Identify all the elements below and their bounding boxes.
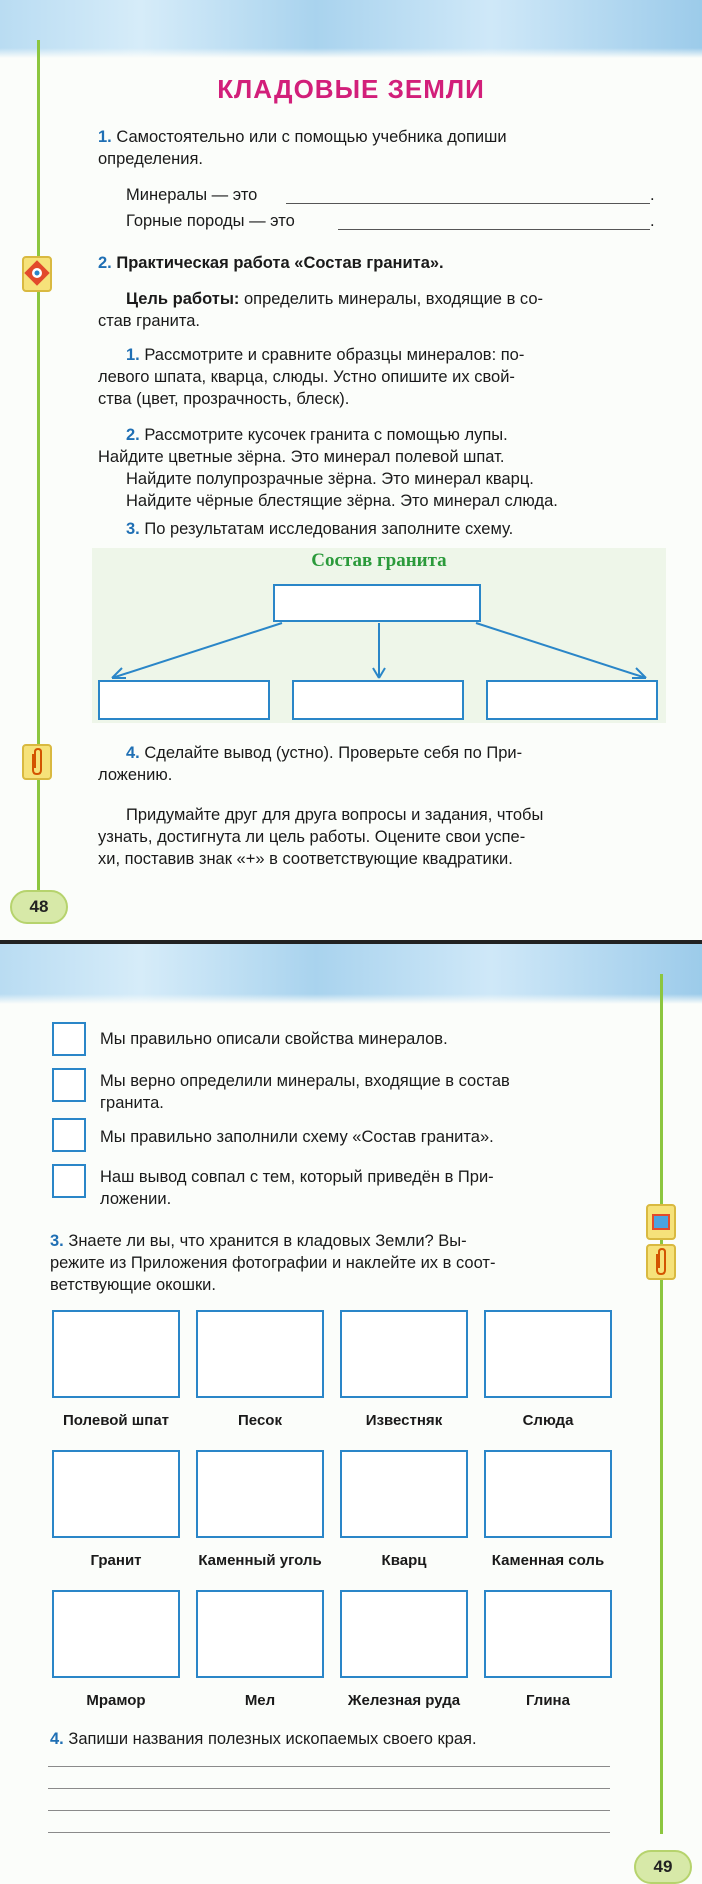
top-banner bbox=[0, 0, 702, 58]
photo-slot-sand[interactable] bbox=[196, 1310, 324, 1398]
definition-minerals-answer-line[interactable] bbox=[286, 203, 650, 204]
schema-title: Состав гранита bbox=[311, 550, 447, 571]
self-check-text-4a: Наш вывод совпал с тем, который приведён в При- bbox=[100, 1168, 494, 1186]
step4-number: 4. bbox=[126, 744, 140, 762]
definition-minerals-dot: . bbox=[650, 186, 655, 204]
step3-text: По результатам исследования заполните схему. bbox=[139, 520, 514, 538]
label-mica: Слюда bbox=[522, 1412, 574, 1429]
schema-arrows bbox=[92, 620, 666, 682]
task1-line1: Самостоятельно или с помощью учебника допиши bbox=[116, 128, 507, 146]
photo-slot-feldspar[interactable] bbox=[52, 1310, 180, 1398]
photo-slot-mica[interactable] bbox=[484, 1310, 612, 1398]
step3-number: 3. bbox=[126, 520, 140, 538]
page-48 bbox=[0, 0, 702, 940]
top-banner bbox=[0, 944, 702, 1004]
label-quartz: Кварц bbox=[381, 1552, 427, 1569]
page-title: КЛАДОВЫЕ ЗЕМЛИ bbox=[217, 74, 485, 104]
extra-line2: узнать, достигнута ли цель работы. Оцените свои успе- bbox=[98, 828, 526, 846]
margin-line bbox=[660, 974, 663, 1834]
answer-line-1[interactable] bbox=[48, 1766, 610, 1767]
task2-number: 2. bbox=[98, 254, 112, 272]
self-check-text-3: Мы правильно заполнили схему «Состав гранита». bbox=[100, 1128, 494, 1146]
task2-title: Практическая работа «Состав гранита». bbox=[116, 254, 444, 272]
task3-line1 bbox=[50, 1230, 650, 1252]
schema-top-box[interactable] bbox=[273, 584, 481, 622]
task3-text-1: Знаете ли вы, что хранится в кладовых Земли? Вы- bbox=[63, 1232, 467, 1250]
photo-slot-marble[interactable] bbox=[52, 1590, 180, 1678]
label-chalk: Мел bbox=[244, 1692, 276, 1709]
paperclip-icon bbox=[22, 744, 52, 780]
task2-heading bbox=[98, 252, 444, 274]
practical-work-icon bbox=[22, 256, 52, 292]
definition-rocks-label: Горные породы — это bbox=[126, 212, 295, 230]
photo-slot-quartz[interactable] bbox=[340, 1450, 468, 1538]
step3-line bbox=[126, 518, 513, 540]
label-sand: Песок bbox=[238, 1412, 282, 1429]
self-check-box-3[interactable] bbox=[52, 1118, 86, 1152]
task4-text: Запиши названия полезных ископаемых своего края. bbox=[63, 1730, 477, 1748]
step4-text-1: Сделайте вывод (устно). Проверьте себя по При- bbox=[139, 744, 523, 762]
photo-slot-limestone[interactable] bbox=[340, 1310, 468, 1398]
task4-line bbox=[50, 1728, 650, 1750]
extra-line3: хи, поставив знак «+» в соответствующие квадратики. bbox=[98, 850, 513, 868]
task4-number: 4. bbox=[50, 1730, 64, 1748]
definition-rocks-answer-line[interactable] bbox=[338, 229, 650, 230]
definition-rocks-dot: . bbox=[650, 212, 655, 230]
goal-line2: став гранита. bbox=[98, 312, 200, 330]
extra-line1: Придумайте друг для друга вопросы и задания, чтобы bbox=[126, 806, 544, 824]
step1-line1 bbox=[126, 344, 524, 366]
task1-line2: определения. bbox=[98, 150, 204, 168]
paperclip-icon bbox=[646, 1244, 676, 1280]
step2-text-1: Рассмотрите кусочек гранита с помощью лупы. bbox=[139, 426, 508, 444]
label-marble: Мрамор bbox=[86, 1692, 146, 1709]
step4-line1 bbox=[126, 742, 522, 764]
step1-line2: левого шпата, кварца, слюды. Устно опишите их свой- bbox=[98, 368, 515, 386]
task3-line3: ветствующие окошки. bbox=[50, 1276, 216, 1294]
self-check-text-2b: гранита. bbox=[100, 1094, 164, 1112]
step1-number: 1. bbox=[126, 346, 140, 364]
schema-bottom-box-3[interactable] bbox=[486, 680, 658, 720]
step2-line3: Найдите полупрозрачные зёрна. Это минерал кварц. bbox=[126, 470, 534, 488]
self-check-box-2[interactable] bbox=[52, 1068, 86, 1102]
goal-label: Цель работы: bbox=[126, 290, 240, 308]
page-number-49: 49 bbox=[634, 1850, 692, 1884]
label-clay: Глина bbox=[526, 1692, 570, 1709]
schema-bottom-box-2[interactable] bbox=[292, 680, 464, 720]
answer-line-2[interactable] bbox=[48, 1788, 610, 1789]
label-granite: Гранит bbox=[90, 1552, 142, 1569]
definition-minerals-label: Минералы — это bbox=[126, 186, 258, 204]
answer-line-4[interactable] bbox=[48, 1832, 610, 1833]
step2-line4: Найдите чёрные блестящие зёрна. Это минерал слюда. bbox=[126, 492, 558, 510]
self-check-text-1: Мы правильно описали свойства минералов. bbox=[100, 1030, 448, 1048]
book-icon bbox=[646, 1204, 676, 1240]
task3-line2: режите из Приложения фотографии и наклейте их в соот- bbox=[50, 1254, 496, 1272]
schema-bottom-box-1[interactable] bbox=[98, 680, 270, 720]
step1-line3: ства (цвет, прозрачность, блеск). bbox=[98, 390, 350, 408]
photo-slot-iron-ore[interactable] bbox=[340, 1590, 468, 1678]
photo-slot-rock-salt[interactable] bbox=[484, 1450, 612, 1538]
page-49 bbox=[0, 944, 702, 1884]
self-check-box-4[interactable] bbox=[52, 1164, 86, 1198]
self-check-text-4b: ложении. bbox=[100, 1190, 172, 1208]
goal-line1 bbox=[126, 288, 543, 310]
task3-number: 3. bbox=[50, 1232, 64, 1250]
label-rock-salt: Каменная соль bbox=[491, 1552, 605, 1569]
self-check-box-1[interactable] bbox=[52, 1022, 86, 1056]
photo-slot-granite[interactable] bbox=[52, 1450, 180, 1538]
goal-text-1: определить минералы, входящие в со- bbox=[239, 290, 544, 308]
self-check-text-2a: Мы верно определили минералы, входящие в состав bbox=[100, 1072, 510, 1090]
step2-line1 bbox=[126, 424, 508, 446]
photo-slot-coal[interactable] bbox=[196, 1450, 324, 1538]
answer-line-3[interactable] bbox=[48, 1810, 610, 1811]
page-number-48: 48 bbox=[10, 890, 68, 924]
label-feldspar: Полевой шпат bbox=[62, 1412, 170, 1429]
label-iron-ore: Железная руда bbox=[347, 1692, 461, 1709]
task1-text bbox=[98, 126, 658, 148]
photo-slot-clay[interactable] bbox=[484, 1590, 612, 1678]
label-coal: Каменный уголь bbox=[198, 1552, 322, 1569]
step2-line2: Найдите цветные зёрна. Это минерал полевой шпат. bbox=[98, 448, 505, 466]
step2-number: 2. bbox=[126, 426, 140, 444]
step4-line2: ложению. bbox=[98, 766, 173, 784]
photo-slot-chalk[interactable] bbox=[196, 1590, 324, 1678]
label-limestone: Известняк bbox=[365, 1412, 443, 1429]
task1-number: 1. bbox=[98, 128, 112, 146]
step1-text-1: Рассмотрите и сравните образцы минералов: по- bbox=[139, 346, 525, 364]
